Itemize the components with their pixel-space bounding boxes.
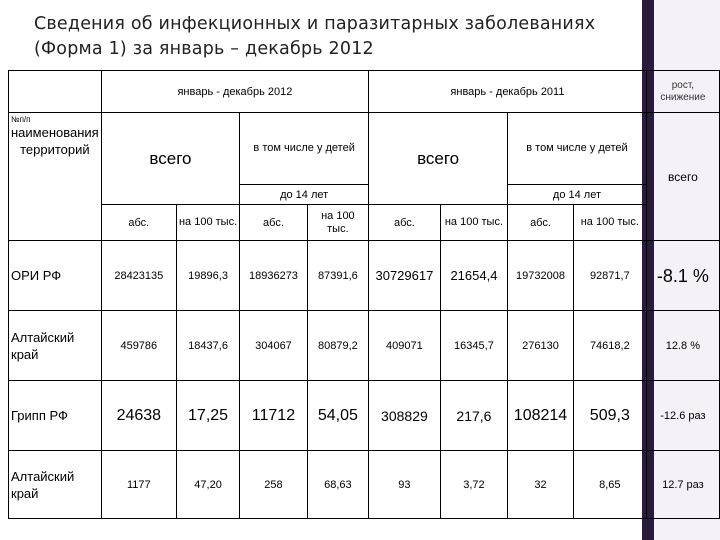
cell-growth: 12.7 раз xyxy=(646,451,719,519)
header-period-2012: январь - декабрь 2012 xyxy=(101,71,368,113)
cell-abs-2011: 93 xyxy=(369,451,441,519)
header-total-2011: всего xyxy=(369,113,508,205)
header-per100k-1: на 100 тыс. xyxy=(176,205,239,241)
header-abs-1: абс. xyxy=(101,205,176,241)
header-under14-2011: до 14 лет xyxy=(508,185,647,205)
cell-children-abs-2012: 18936273 xyxy=(240,241,307,311)
slide-title xyxy=(34,12,595,62)
cell-children-per100k-2011: 8,65 xyxy=(573,451,646,519)
cell-children-per100k-2012: 87391,6 xyxy=(307,241,368,311)
cell-growth: -12.6 раз xyxy=(646,381,719,451)
cell-children-abs-2012: 258 xyxy=(240,451,307,519)
cell-per100k-2012: 19896,3 xyxy=(176,241,239,311)
header-period-2011: январь - декабрь 2011 xyxy=(369,71,647,113)
header-under14-2012: до 14 лет xyxy=(240,185,369,205)
cell-per100k-2012: 47,20 xyxy=(176,451,239,519)
cell-children-per100k-2012: 80879,2 xyxy=(307,311,368,381)
header-children-2011: в том числе у детей xyxy=(508,113,647,185)
header-total-right: всего xyxy=(646,113,719,241)
cell-per100k-2011: 21654,4 xyxy=(440,241,507,311)
header-per100k-4: на 100 тыс. xyxy=(573,205,646,241)
header-name: наименования территорий xyxy=(11,125,99,157)
cell-growth: -8.1 % xyxy=(646,241,719,311)
header-total-2012: всего xyxy=(101,113,240,205)
cell-children-per100k-2012: 68,63 xyxy=(307,451,368,519)
cell-children-abs-2011: 19732008 xyxy=(508,241,574,311)
header-num: №п/п xyxy=(11,115,31,124)
table-row xyxy=(9,241,720,311)
row-name: Грипп РФ xyxy=(9,381,102,451)
header-abs-2: абс. xyxy=(240,205,307,241)
cell-abs-2012: 459786 xyxy=(101,311,176,381)
disease-table xyxy=(8,70,720,519)
row-name: Алтайский край xyxy=(9,451,102,519)
table-row xyxy=(9,311,720,381)
row-name: Алтайский край xyxy=(9,311,102,381)
cell-children-per100k-2011: 509,3 xyxy=(573,381,646,451)
cell-abs-2012: 1177 xyxy=(101,451,176,519)
cell-per100k-2011: 217,6 xyxy=(440,381,507,451)
row-name: ОРИ РФ xyxy=(9,241,102,311)
cell-children-per100k-2011: 74618,2 xyxy=(573,311,646,381)
header-name-cell xyxy=(9,113,102,241)
cell-children-per100k-2011: 92871,7 xyxy=(573,241,646,311)
table-row xyxy=(9,451,720,519)
cell-children-abs-2011: 32 xyxy=(508,451,574,519)
cell-children-abs-2011: 108214 xyxy=(508,381,574,451)
header-abs-3: абс. xyxy=(369,205,441,241)
cell-abs-2012: 24638 xyxy=(101,381,176,451)
title-line-2: (Форма 1) за январь – декабрь 2012 xyxy=(34,39,374,59)
cell-abs-2011: 409071 xyxy=(369,311,441,381)
header-abs-4: абс. xyxy=(508,205,574,241)
header-corner xyxy=(9,71,102,113)
header-per100k-2: на 100 тыс. xyxy=(307,205,368,241)
cell-abs-2011: 30729617 xyxy=(369,241,441,311)
header-children-2012: в том числе у детей xyxy=(240,113,369,185)
table-row xyxy=(9,381,720,451)
cell-children-abs-2012: 11712 xyxy=(240,381,307,451)
title-line-1: Сведения об инфекционных и паразитарных заболеваниях xyxy=(34,14,596,34)
cell-per100k-2011: 16345,7 xyxy=(440,311,507,381)
cell-abs-2011: 308829 xyxy=(369,381,441,451)
cell-abs-2012: 28423135 xyxy=(101,241,176,311)
header-per100k-3: на 100 тыс. xyxy=(440,205,507,241)
cell-growth: 12.8 % xyxy=(646,311,719,381)
header-growth: рост, снижение xyxy=(646,71,719,113)
cell-children-per100k-2012: 54,05 xyxy=(307,381,368,451)
cell-children-abs-2012: 304067 xyxy=(240,311,307,381)
cell-per100k-2011: 3,72 xyxy=(440,451,507,519)
cell-per100k-2012: 18437,6 xyxy=(176,311,239,381)
cell-children-abs-2011: 276130 xyxy=(508,311,574,381)
cell-per100k-2012: 17,25 xyxy=(176,381,239,451)
